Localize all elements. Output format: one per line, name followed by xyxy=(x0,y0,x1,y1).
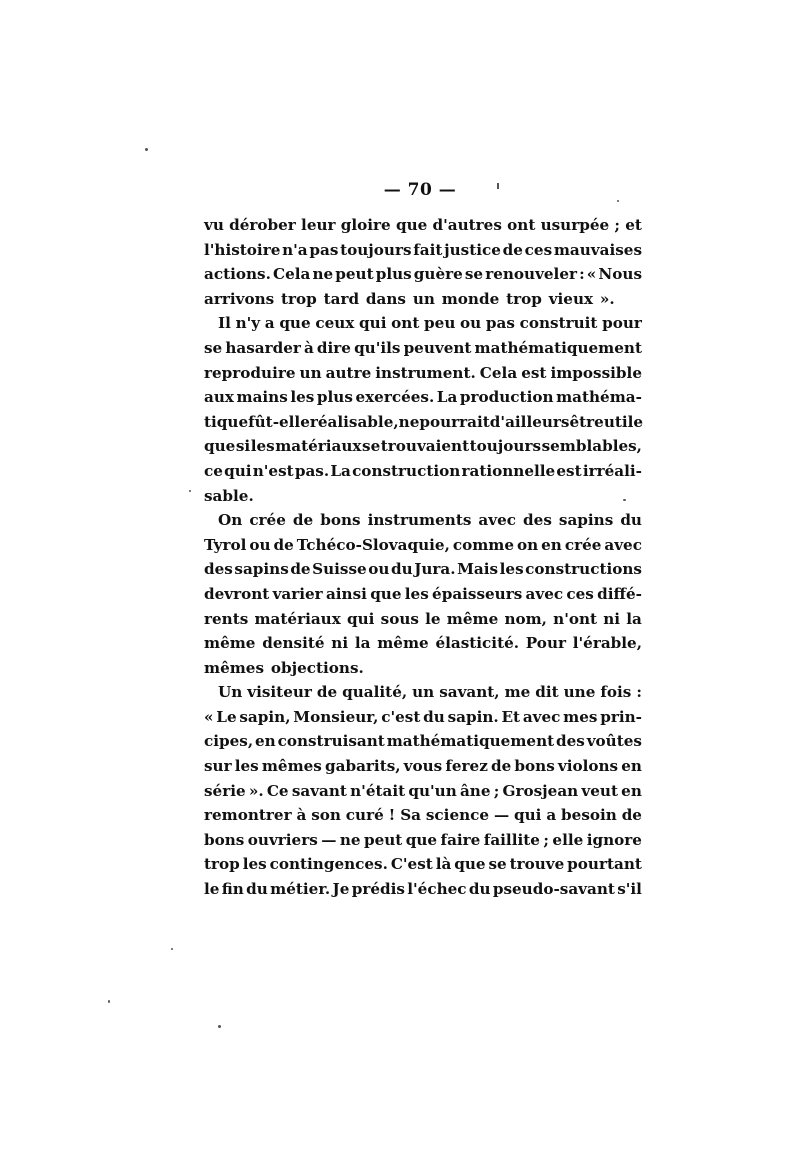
text-line: arrivons trop tard dans un monde trop vieux ». xyxy=(204,289,615,308)
text-line: l'histoire n'a pas toujours fait justice de ces mauvaises xyxy=(204,240,642,259)
text-line: sable. xyxy=(204,486,254,505)
text-line: série ». Ce savant n'était qu'un âne ; Grosjean veut en xyxy=(204,781,642,800)
paragraph xyxy=(204,680,642,901)
scan-speck xyxy=(218,1025,221,1028)
text-line: rents matériaux qui sous le même nom, n'ont ni la xyxy=(204,609,642,628)
text-line: sur les mêmes gabarits, vous ferez de bons violons en xyxy=(204,757,642,776)
text-line: trop les contingences. C'est là que se trouve pourtant xyxy=(204,855,642,874)
text-line: des sapins de Suisse ou du Jura. Mais les constructions xyxy=(204,560,642,579)
text-line: cipes, en construisant mathématiquement des voûtes xyxy=(204,732,642,751)
scan-speck xyxy=(145,148,148,151)
paragraph xyxy=(204,508,642,680)
text-line: aux mains les plus exercées. La production mathéma- xyxy=(204,388,642,407)
text-line: Il n'y a que ceux qui ont peu ou pas construit pour xyxy=(218,314,642,333)
text-line: devront varier ainsi que les épaisseurs avec ces diffé- xyxy=(204,584,642,603)
paragraph xyxy=(204,213,642,311)
scan-speck xyxy=(189,490,191,492)
page-number: — 70 — xyxy=(383,180,457,200)
text-line: ce qui n'est pas. La construction rationnelle est irréali- xyxy=(204,461,642,480)
text-line: reproduire un autre instrument. Cela est impossible xyxy=(204,363,642,382)
scan-speck xyxy=(617,200,619,202)
scan-speck xyxy=(108,1000,110,1003)
text-line: que si les matériaux se trouvaient toujours semblables, xyxy=(204,437,642,456)
text-line: actions. Cela ne peut plus guère se renouveler : « Nous xyxy=(204,265,642,284)
text-line: même densité ni la même élasticité. Pour l'érable, xyxy=(204,634,642,653)
text-line: bons ouvriers — ne peut que faire faillite ; elle ignore xyxy=(204,830,642,849)
scan-speck xyxy=(497,183,499,189)
scan-speck xyxy=(623,499,626,501)
text-line: tique fût-elle réalisable, ne pourrait d'ailleurs être utile xyxy=(204,412,644,431)
scan-speck xyxy=(171,948,173,950)
text-line: le fin du métier. Je prédis l'échec du pseudo-savant s'il xyxy=(204,880,642,899)
text-line: se hasarder à dire qu'ils peuvent mathématiquement xyxy=(204,338,642,357)
text-line: Un visiteur de qualité, un savant, me dit une fois : xyxy=(218,683,642,702)
text-line: Tyrol ou de Tchéco-Slovaquie, comme on en crée avec xyxy=(204,535,642,554)
text-line: remontrer à son curé ! Sa science — qui a besoin de xyxy=(204,806,642,825)
paragraph xyxy=(204,311,642,508)
text-line: mêmes objections. xyxy=(204,658,364,677)
text-line: « Le sapin, Monsieur, c'est du sapin. Et avec mes prin- xyxy=(204,707,642,726)
body-text xyxy=(204,213,642,902)
text-line: On crée de bons instruments avec des sapins du xyxy=(218,511,642,530)
text-line: vu dérober leur gloire que d'autres ont usurpée ; et xyxy=(204,216,642,234)
